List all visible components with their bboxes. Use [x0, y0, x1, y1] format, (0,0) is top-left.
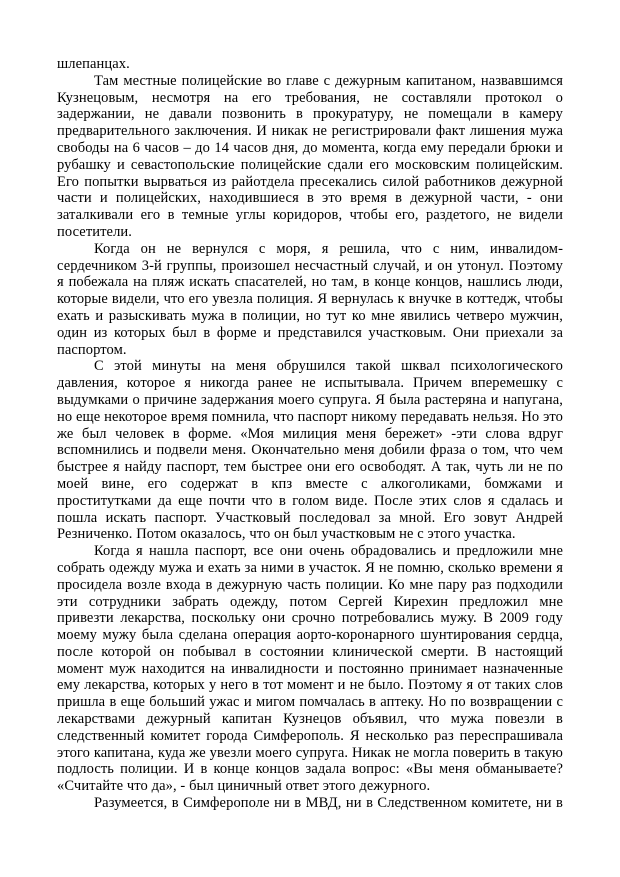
paragraph-detention: Там местные полицейские во главе с дежурным капитаном, назвавшимся Кузнецовым, несмотря на его требования, не составляли протокол о задержании, не давали позвонить в прокуратуру, не помещали в камеру предварительного заключения. И никак не регистрировали факт лишения мужа свободы на 6 часов – до 14 часов дня, до момента, когда ему передали брюки и рубашку и севастопольские полицейские сдали его московским полицейским. Его попытки вырваться из райотдела пресекались силой работников дежурной части и полицейских, находившиеся в это время в дежурной части, - они заталкивали его в темные углы коридоров, чтобы его, раздетого, не видели посетители. [57, 72, 563, 240]
paragraph-search-at-sea: Когда он не вернулся с моря, я решила, что с ним, инвалидом-сердечником 3-й группы, произошел несчастный случай, и он утонул. Поэтому я побежала на пляж искать спасателей, но там, в конце концов, нашлись люди, которые видели, что его увезла полиция. Я вернулась к внучке в коттедж, чтобы ехать и разыскивать мужа в полиции, но тут ко мне явились четверо мужчин, один из которых был в форме и представился участковым. Они приехали за паспортом. [57, 240, 563, 358]
paragraph-simferopol-start: Разумеется, в Симферополе ни в МВД, ни в Следственном комитете, ни в [94, 795, 563, 812]
paragraph-psychological-pressure: С этой минуты на меня обрушился такой шквал психологического давления, которое я никогда ранее не испытывала. Причем вперемешку с выдумками о причине задержания моего супруга. Я была растеряна и напугана, но еще некоторое время помнила, что паспорт никому передавать нельзя. Но это же был человек в форме. «Моя милиция меня бережет» -эти слова вдруг вспомнились и подвели меня. Окончательно меня добили фраза о том, что чем быстрее я найду паспорт, тем быстрее они его освободят. А так, чуть ли не по моей вине, его содержат в кпз вместе с алкоголиками, бомжами и проститутками да еще почти что в голом виде. После этих слов я сдалась и пошла искать паспорт. Участковый последовал за мной. Его зовут Андрей Резниченко. Потом оказалось, что он был участковым не с этого участка. [57, 358, 563, 543]
paragraph-passport-and-medicine: Когда я нашла паспорт, все они очень обрадовались и предложили мне собрать одежду мужа и ехать за ними в участок. Я не помню, сколько времени я просидела возле входа в дежурную часть полиции. Ко мне пару раз подходили эти сотрудники забрать одежду, потом Сергей Кирехин предложил мне привезти лекарства, поскольку они срочно потребовались мужу. В 2009 году моему мужу была сделана операция аорто-коронарного шунтирования сердца, после которой он побывал в состоянии клинической смерти. В настоящий момент муж находится на инвалидности и постоянно принимает назначенные ему лекарства, которых у него в тот момент и не было. Поэтому я от таких слов пришла в еще больший ужас и мигом помчалась в аптеку. Но по возвращении с лекарствами дежурный капитан Кузнецов объявил, что мужа повезли в следственный комитет города Симферополь. Я несколько раз переспрашивала этого капитана, куда же увезли моего супруга. Никак не могла поверить в такую подлость полиции. И в конце концов задала вопрос: «Вы меня обманываете? «Считайте что да», - был циничный ответ этого дежурного. [57, 543, 563, 795]
paragraph-continuation: шлепанцах. [57, 56, 130, 72]
